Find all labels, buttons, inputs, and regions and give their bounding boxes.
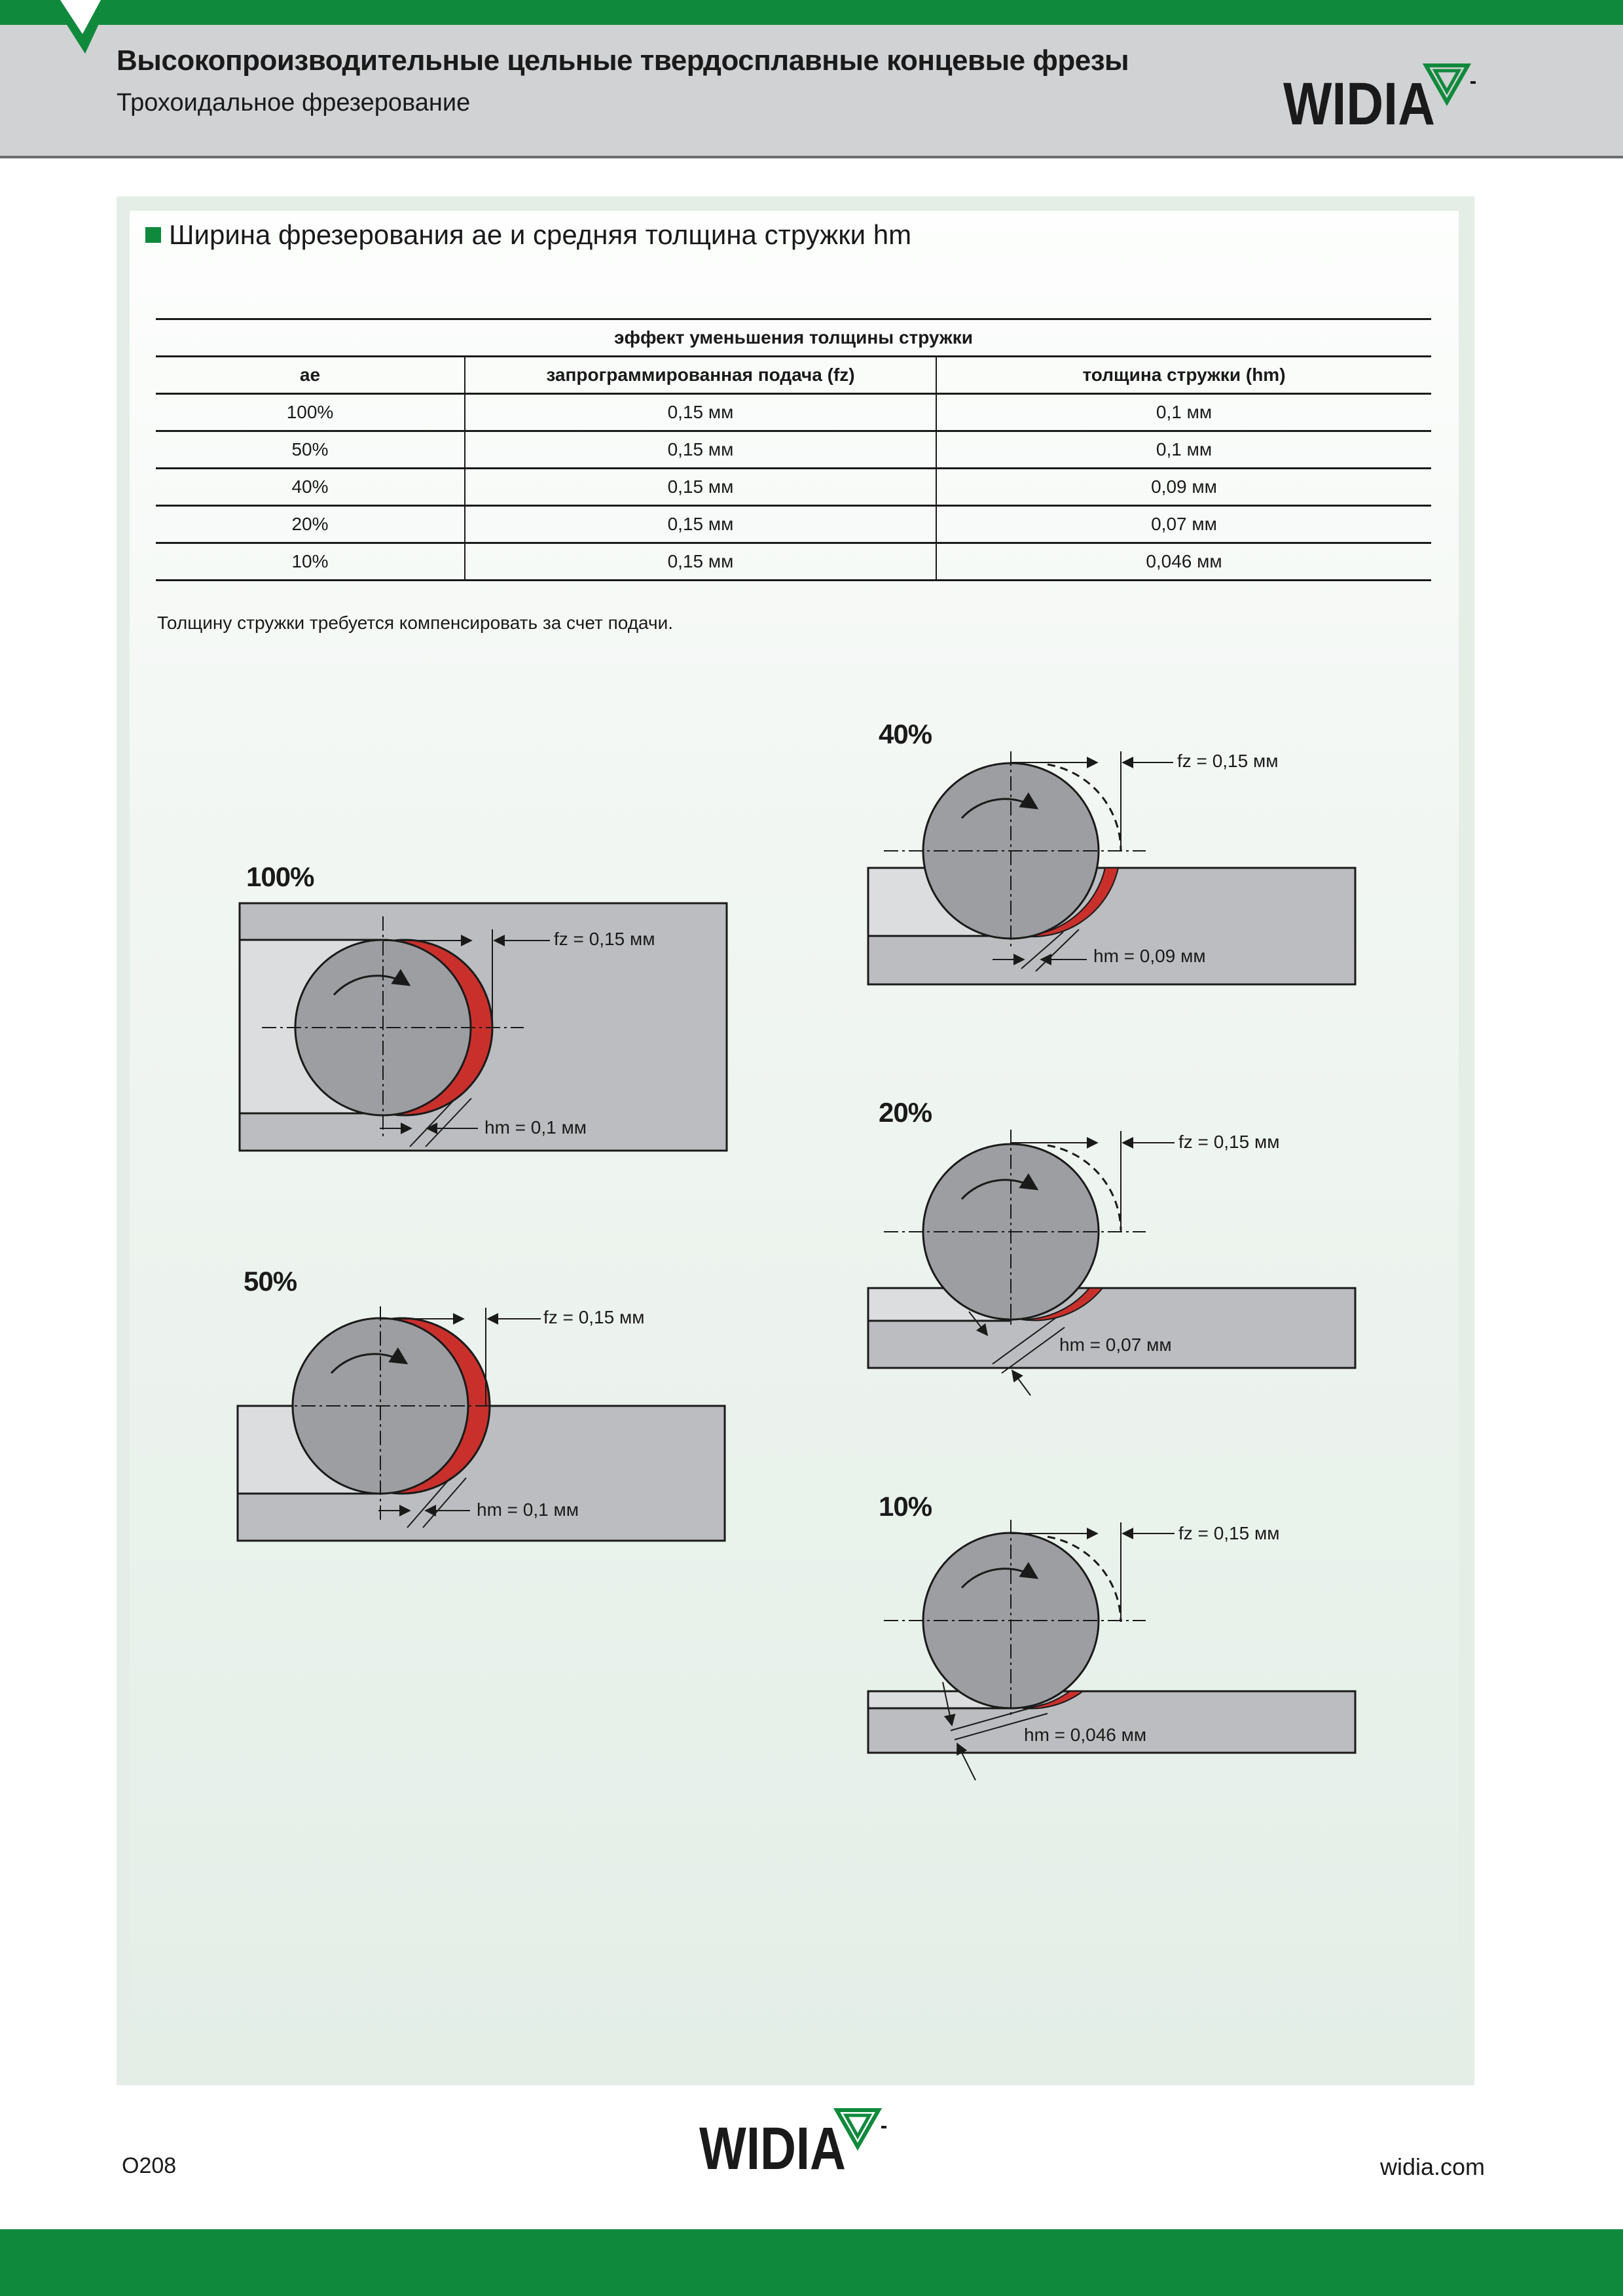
fz-label: fz = 0,15 мм xyxy=(543,1307,645,1327)
diagram-label: 100% xyxy=(246,861,314,892)
cell-ae: 50% xyxy=(156,431,465,469)
cell-hm: 0,1 мм xyxy=(936,394,1431,431)
cell-ae: 20% xyxy=(156,506,465,543)
diagram-20-percent xyxy=(868,1097,1355,1395)
page-number: O208 xyxy=(122,2153,177,2178)
bottom-green-bar xyxy=(0,2229,1623,2296)
website-link[interactable]: widia.com xyxy=(1380,2153,1486,2180)
cell-hm: 0,046 мм xyxy=(936,543,1431,581)
cell-fz: 0,15 мм xyxy=(465,394,936,431)
diagram-label: 50% xyxy=(244,1266,297,1297)
diagram-10-percent xyxy=(868,1491,1355,1780)
diagram-label: 20% xyxy=(879,1097,932,1128)
table-group-header: эффект уменьшения толщины стружки xyxy=(156,319,1431,357)
fz-label: fz = 0,15 мм xyxy=(554,929,655,949)
hm-label: hm = 0,046 мм xyxy=(1024,1725,1147,1745)
cell-ae: 100% xyxy=(156,394,465,431)
cell-hm: 0,07 мм xyxy=(936,506,1431,543)
page-title: Высокопроизводительные цельные твердосплавные концевые фрезы xyxy=(117,45,1129,77)
footer-logo-text: WIDIA xyxy=(699,2115,846,2178)
diagram-label: 10% xyxy=(879,1491,932,1522)
diagram-100-percent xyxy=(240,861,727,1151)
cell-fz: 0,15 мм xyxy=(465,543,936,581)
logo-text: WIDIA xyxy=(1283,71,1435,134)
hm-label: hm = 0,07 мм xyxy=(1059,1335,1172,1355)
cell-ae: 40% xyxy=(156,469,465,506)
cell-fz: 0,15 мм xyxy=(465,506,936,543)
cell-fz: 0,15 мм xyxy=(465,431,936,469)
diagram-label: 40% xyxy=(879,719,932,749)
fz-label: fz = 0,15 мм xyxy=(1178,1523,1280,1543)
fz-label: fz = 0,15 мм xyxy=(1178,1132,1280,1152)
hm-label: hm = 0,1 мм xyxy=(477,1499,579,1520)
hm-label: hm = 0,09 мм xyxy=(1093,946,1206,966)
column-header-hm: толщина стружки (hm) xyxy=(936,357,1431,394)
cell-hm: 0,09 мм xyxy=(936,469,1431,506)
column-header-ae: ae xyxy=(156,357,465,394)
widia-footer-logo xyxy=(699,2106,896,2178)
cell-ae: 10% xyxy=(156,543,465,581)
diagram-40-percent xyxy=(868,719,1355,984)
cell-fz: 0,15 мм xyxy=(465,469,936,506)
cell-hm: 0,1 мм xyxy=(936,431,1431,469)
section-title-text: Ширина фрезерования ae и средняя толщина стружки hm xyxy=(169,219,912,250)
column-header-fz: запрограммированная подача (fz) xyxy=(465,357,936,394)
fz-label: fz = 0,15 мм xyxy=(1177,751,1279,771)
hm-label: hm = 0,1 мм xyxy=(484,1117,587,1138)
compensation-note: Толщину стружки требуется компенсировать за счет подачи. xyxy=(157,613,673,633)
page-subtitle: Трохоидальное фрезерование xyxy=(117,89,471,117)
diagram-50-percent xyxy=(238,1266,725,1541)
